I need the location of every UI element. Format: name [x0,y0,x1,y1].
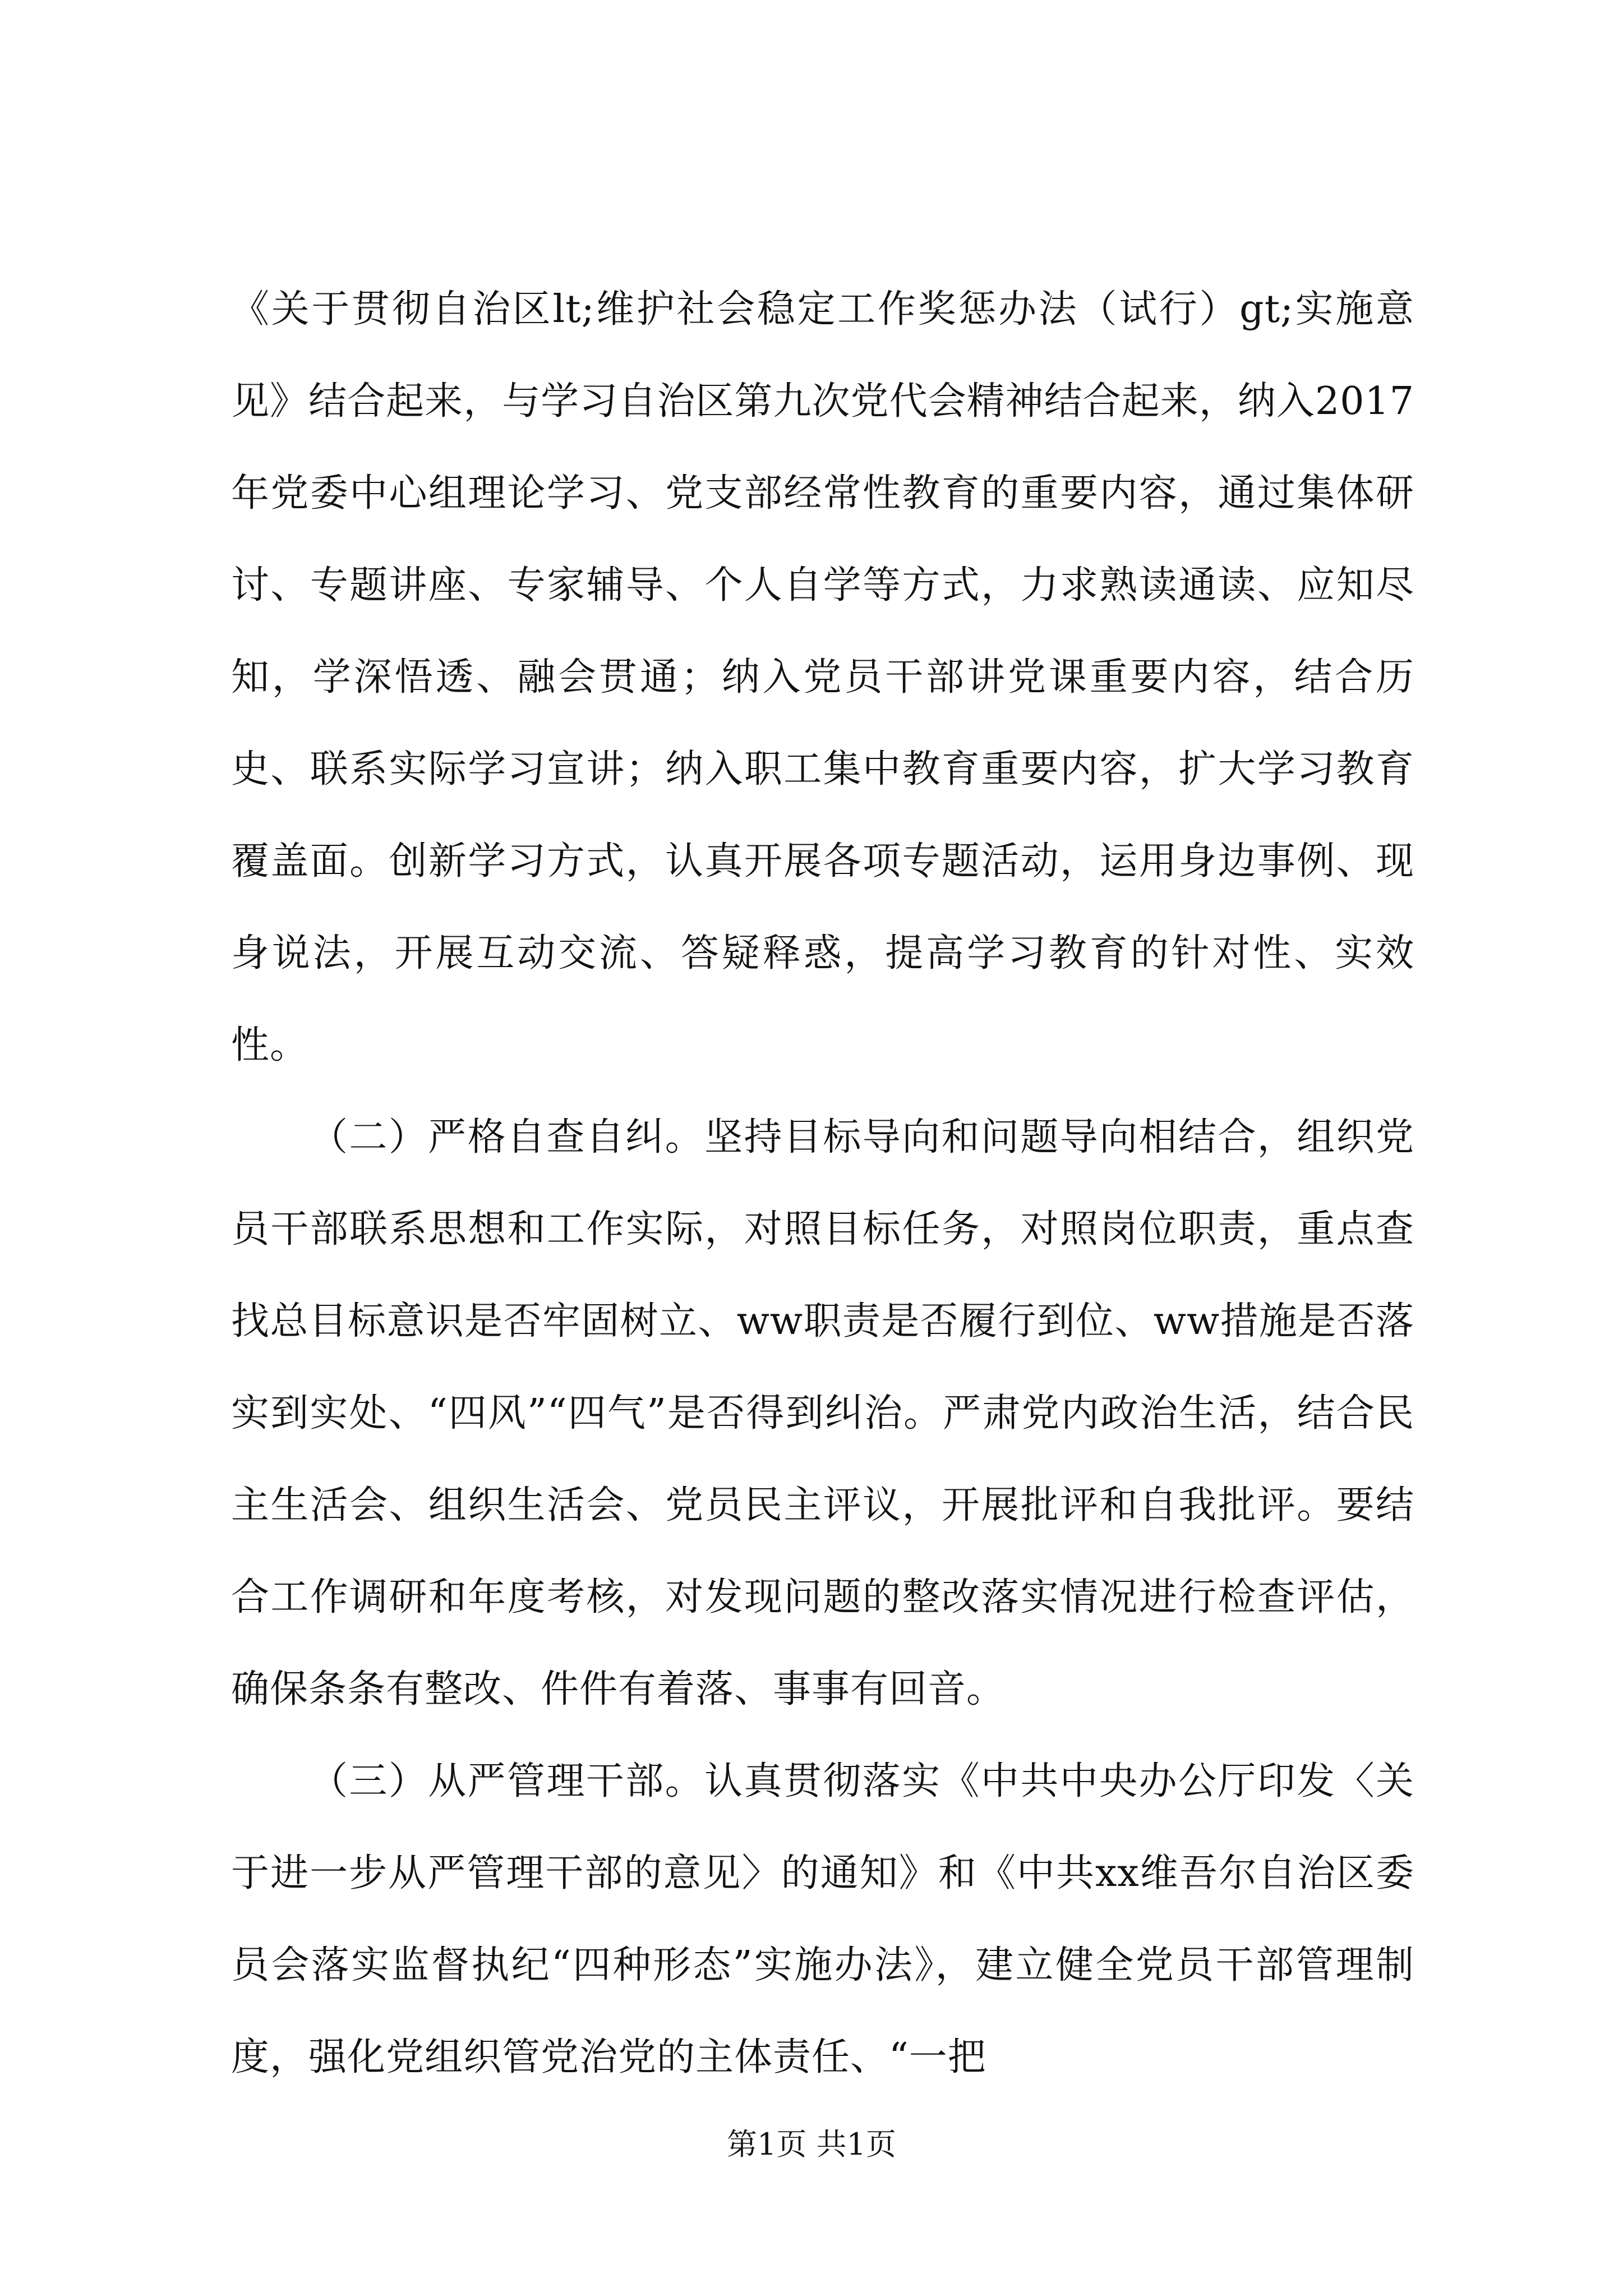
paragraph-section-2: （二）严格自查自纠。坚持目标导向和问题导向相结合，组织党员干部联系思想和工作实际，对照目标任务，对照岗位职责，重点查找总目标意识是否牢固树立、ww职责是否履行到位、ww措施是否落实到实处、“四风”“四气”是否得到纠治。严肃党内政治生活，结合民主生活会、组织生活会、党员民主评议，开展批评和自我批评。要结合工作调研和年度考核，对发现问题的整改落实情况进行检查评估，确保条条有整改、件件有着落、事事有回音。 [231,1115,1414,1711]
paragraph-section-3: （三）从严管理干部。认真贯彻落实《中共中央办公厅印发〈关于进一步从严管理干部的意见〉的通知》和《中共xx维吾尔自治区委员会落实监督执纪“四种形态”实施办法》，建立健全党员干部管理制度，强化党组织管党治党的主体责任、“一把 [231,1759,1414,2079]
document-body [231,264,1414,2104]
paragraph-continued: 《关于贯彻自治区lt;维护社会稳定工作奖惩办法（试行）gt;实施意见》结合起来，与学习自治区第九次党代会精神结合起来，纳入2017年党委中心组理论学习、党支部经常性教育的重要内容，通过集体研讨、专题讲座、专家辅导、个人自学等方式，力求熟读通读、应知尽知，学深悟透、融会贯通；纳入党员干部讲党课重要内容，结合历史、联系实际学习宣讲；纳入职工集中教育重要内容，扩大学习教育覆盖面。创新学习方式，认真开展各项专题活动，运用身边事例、现身说法，开展互动交流、答疑释惑，提高学习教育的针对性、实效性。 [231,287,1414,1068]
page-footer: 第1页 共1页 [727,2127,896,2162]
